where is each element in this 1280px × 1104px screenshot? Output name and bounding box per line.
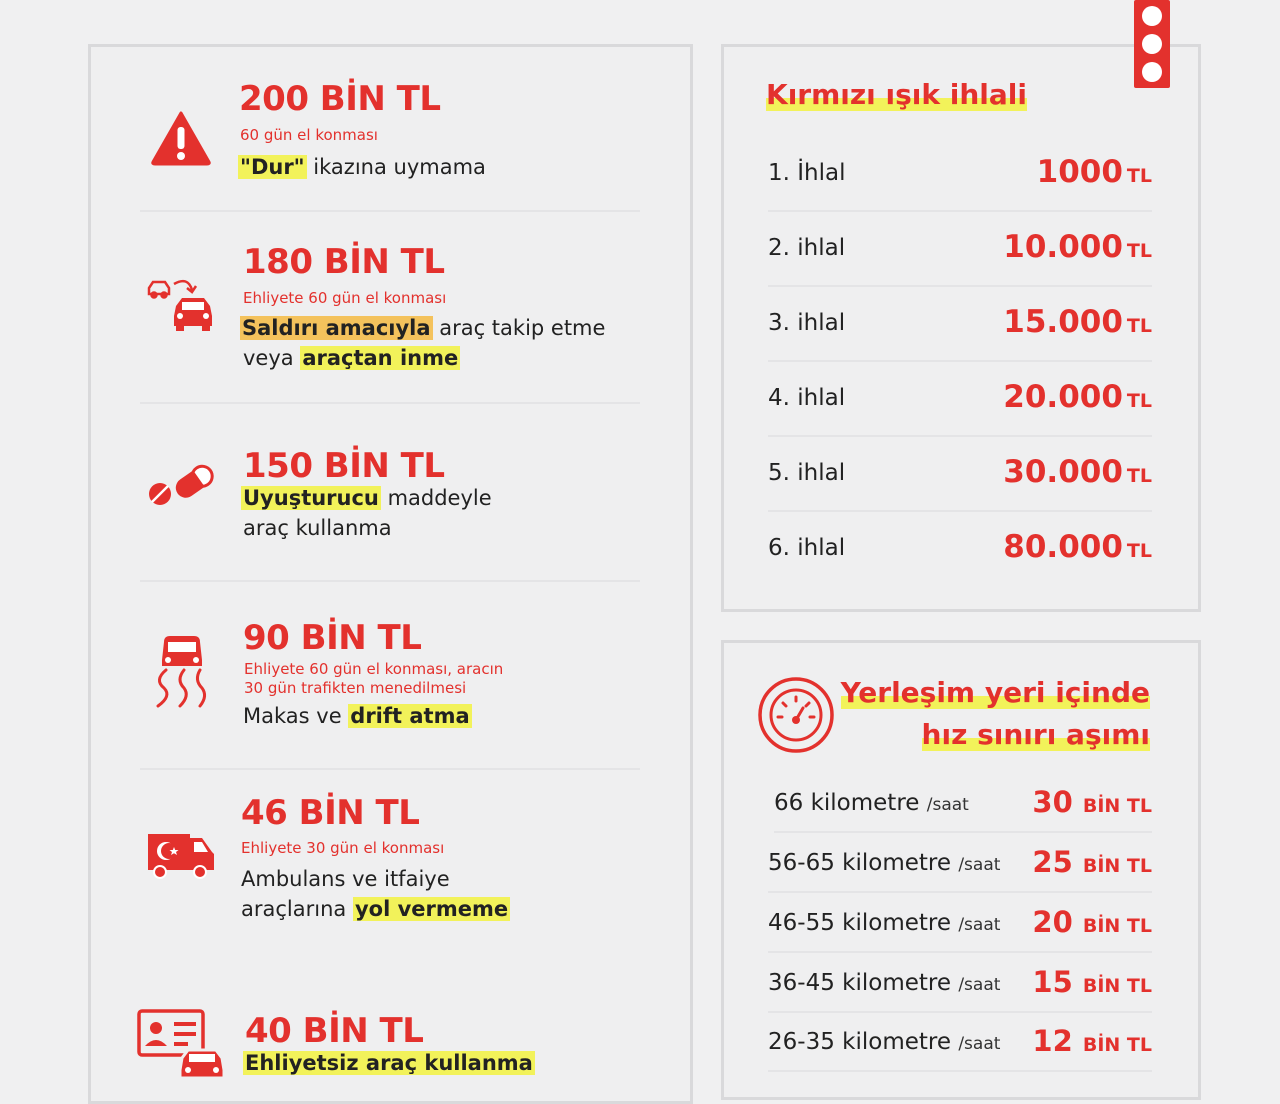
traffic-light-icon [1132,0,1172,90]
penalty-subtext: Ehliyete 30 gün el konması [241,839,445,857]
fine-value: 1000 TL [1036,154,1152,190]
penalty-description: Saldırı amacıyla araç takip etme [242,316,606,340]
speed-row: 56-65 kilometre /saat 25 BİN TL [768,848,1152,908]
divider [768,951,1152,953]
penalty-description: araç kullanma [243,516,392,540]
divider [140,768,640,770]
speed-row: 66 kilometre /saat 30 BİN TL [774,788,1152,848]
speed-row: 46-55 kilometre /saat 20 BİN TL [768,908,1152,968]
fine-value: 25 BİN TL [1032,845,1152,879]
ambulance-icon [146,830,216,880]
red-light-row: 6. ihlal 80.000 TL [768,533,1152,608]
divider [140,210,640,212]
penalty-description: Uyuşturucu maddeyle [243,486,492,510]
red-light-row: 2. ihlal 10.000 TL [768,233,1152,308]
fine-value: 80.000 TL [1003,529,1152,565]
pill-icon [146,460,216,508]
divider [768,1070,1152,1072]
fine-value: 15 BİN TL [1032,965,1152,999]
fine-value: 20 BİN TL [1032,905,1152,939]
divider [768,891,1152,893]
divider [768,510,1152,512]
divider [768,285,1152,287]
car-chase-icon [146,276,218,332]
penalty-amount: 200 BİN TL [239,79,441,119]
fine-value: 30.000 TL [1003,454,1152,490]
penalty-description: Makas ve drift atma [243,704,470,728]
speed-title: Yerleşim yeri içinde hız sınırı aşımı [840,676,1150,751]
divider [774,831,1152,833]
red-light-title: Kırmızı ışık ihlali [766,78,1027,111]
penalty-amount: 180 BİN TL [243,242,445,282]
penalty-description: veya araçtan inme [243,346,459,370]
speed-row: 26-35 kilometre /saat 12 BİN TL [768,1027,1152,1087]
red-light-row: 5. ihlal 30.000 TL [768,458,1152,533]
fine-value: 12 BİN TL [1032,1024,1152,1058]
divider [768,1011,1152,1013]
penalty-subtext: 30 gün trafikten menedilmesi [244,679,467,697]
penalty-description: araçlarına yol vermeme [241,897,509,921]
red-light-row: 1. İhlal 1000 TL [768,158,1152,233]
divider [768,360,1152,362]
fine-value: 15.000 TL [1003,304,1152,340]
penalty-subtext: Ehliyete 60 gün el konması [243,289,447,307]
speed-row: 36-45 kilometre /saat 15 BİN TL [768,968,1152,1028]
fines-panel [88,44,693,1104]
penalty-description: Ambulans ve itfaiye [241,867,450,891]
penalty-amount: 150 BİN TL [243,446,445,486]
penalty-description: Ehliyetsiz araç kullanma [245,1051,533,1075]
divider [768,210,1152,212]
fine-value: 10.000 TL [1003,229,1152,265]
divider [768,435,1152,437]
penalty-description: "Dur" ikazına uymama [240,155,486,179]
warning-icon [150,110,212,166]
speedometer-icon [757,676,835,754]
fine-value: 30 BİN TL [1032,785,1152,819]
divider [140,402,640,404]
penalty-amount: 46 BİN TL [241,793,420,833]
fine-value: 20.000 TL [1003,379,1152,415]
divider [140,580,640,582]
red-light-row: 4. ihlal 20.000 TL [768,383,1152,458]
penalty-amount: 90 BİN TL [243,618,422,658]
red-light-row: 3. ihlal 15.000 TL [768,308,1152,383]
penalty-subtext: Ehliyete 60 gün el konması, aracın [244,660,504,678]
penalty-subtext: 60 gün el konması [240,126,378,144]
penalty-amount: 40 BİN TL [245,1011,424,1051]
skidding-car-icon [150,634,212,710]
license-car-icon [136,1008,228,1080]
